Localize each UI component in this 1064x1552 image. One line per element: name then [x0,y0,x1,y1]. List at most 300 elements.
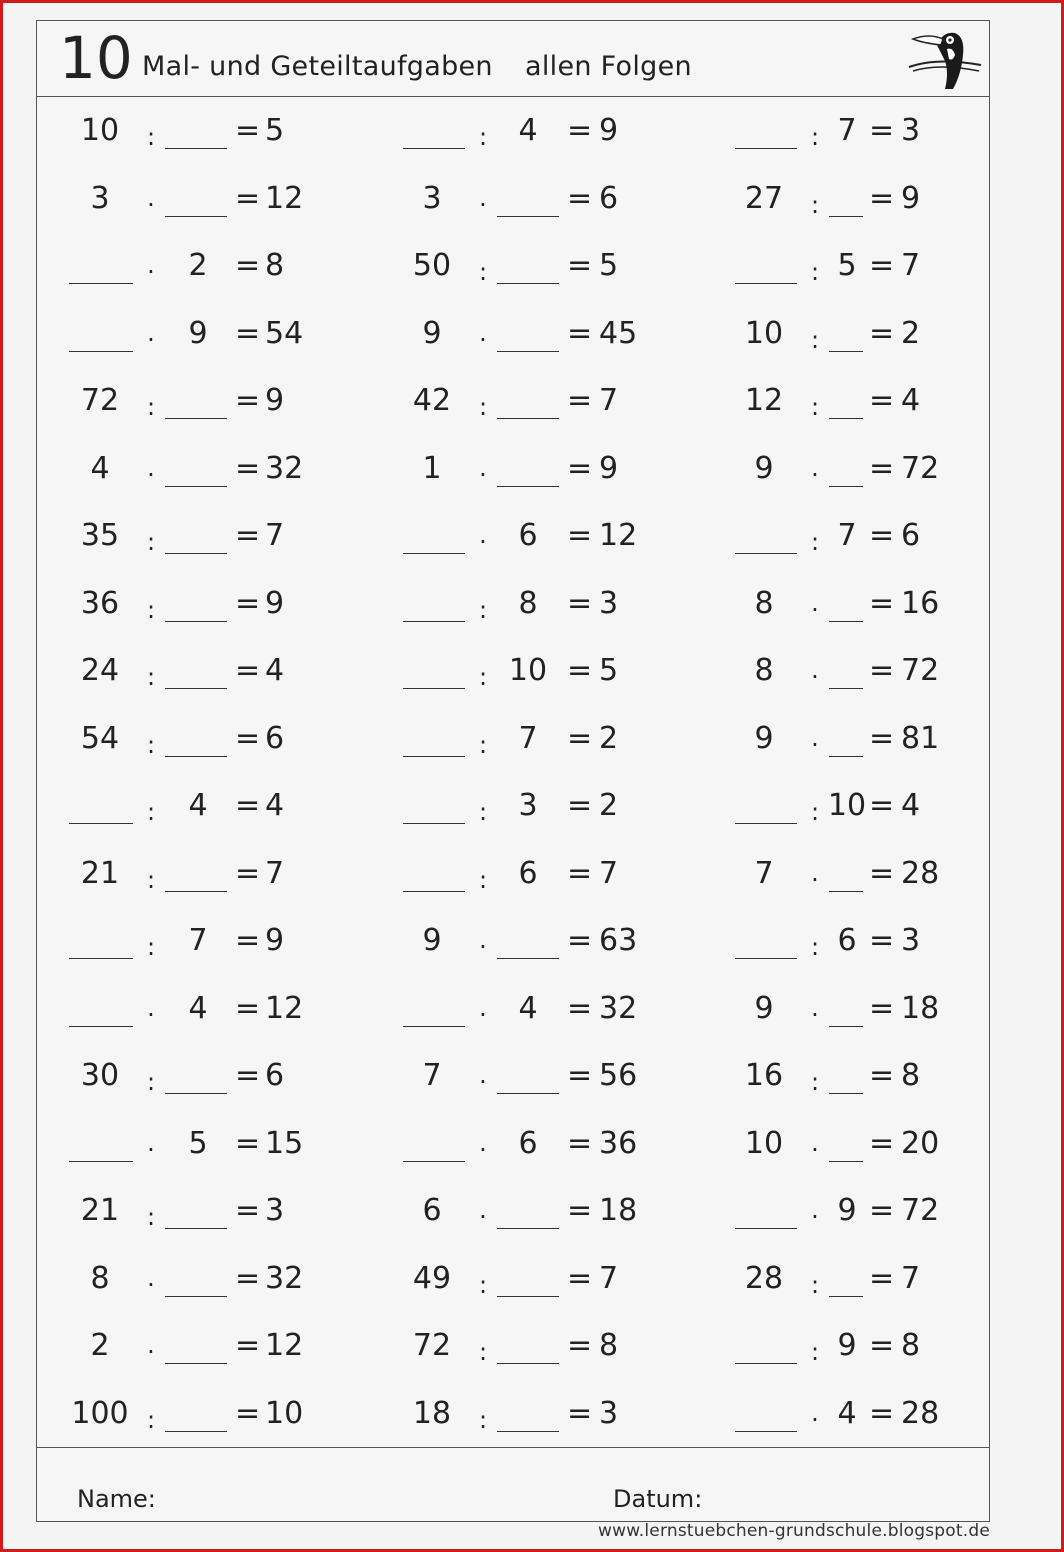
equals-sign: = [235,855,261,891]
operand-a: 35 [80,518,120,553]
operator: : [478,798,488,826]
operator: : [810,1068,820,1096]
answer-blank[interactable] [735,958,797,959]
operator: · [479,460,487,489]
equals-sign: = [235,180,261,216]
result: 8 [265,248,285,283]
exercise [37,367,989,434]
result: 7 [599,383,619,418]
result: 2 [901,315,921,351]
equals-sign: = [869,923,895,958]
answer-blank[interactable] [735,148,797,149]
operand-a: 54 [80,720,120,756]
operator: · [811,663,819,691]
exercise [37,1177,989,1244]
equals-sign: = [567,248,593,283]
operand-a: 24 [80,653,120,688]
result: 4 [265,653,285,688]
operand-b: 4 [188,990,208,1026]
operand-a: 7 [422,1058,442,1093]
equals-sign: = [869,1193,895,1228]
equals-sign: = [869,720,895,756]
operand-b: 6 [837,923,857,958]
operand-b: 2 [188,248,208,283]
equals-sign: = [567,1328,593,1363]
operator: · [811,730,819,759]
equals-sign: = [869,1058,895,1093]
operand-a: 21 [80,855,120,891]
equals-sign: = [235,653,261,688]
operator: : [146,865,156,894]
answer-blank[interactable] [829,418,863,419]
operand-b: 7 [518,720,538,756]
operator: : [146,933,156,961]
operand-b: 4 [188,788,208,823]
answer-blank[interactable] [735,1363,797,1364]
operator: · [811,460,819,489]
operand-a: 42 [412,383,452,418]
operator: : [810,933,820,961]
operator: · [147,190,155,219]
answer-blank[interactable] [735,823,797,824]
operator: · [147,1270,155,1299]
answer-blank[interactable] [829,216,863,217]
operand-a: 30 [80,1058,120,1093]
equals-sign: = [567,855,593,891]
operand-a: 72 [80,383,120,418]
operand-a: 36 [80,585,120,621]
operand-b: 6 [518,518,538,553]
equals-sign: = [869,653,895,688]
equals-sign: = [869,1395,895,1431]
result: 9 [599,113,619,148]
equals-sign: = [567,383,593,418]
exercise [37,1110,989,1177]
exercise [37,1042,989,1109]
equals-sign: = [235,585,261,621]
equals-sign: = [567,1395,593,1431]
equals-sign: = [235,518,261,553]
operator: · [147,258,155,286]
operand-a: 28 [744,1260,784,1296]
exercise-row [37,1110,989,1177]
result: 3 [599,585,619,621]
equals-sign: = [567,585,593,621]
equals-sign: = [567,720,593,756]
result: 7 [901,248,921,283]
operand-a: 10 [744,315,784,351]
answer-blank[interactable] [735,283,797,284]
equals-sign: = [869,585,895,621]
result: 7 [265,518,285,553]
operator: : [478,865,488,894]
result: 3 [265,1193,285,1228]
operator: : [146,730,156,759]
answer-blank[interactable] [829,688,863,689]
operator: : [810,528,820,556]
exercise-row [37,1042,989,1109]
operator: : [478,1405,488,1434]
operator: · [479,1203,487,1231]
operand-a: 16 [744,1058,784,1093]
operator: · [479,325,487,354]
result: 2 [599,720,619,756]
answer-blank[interactable] [829,756,863,757]
operand-b: 7 [837,518,857,553]
exercise [37,1312,989,1379]
result: 81 [901,720,940,756]
operand-a: 100 [71,1395,129,1431]
exercise-row [37,97,989,164]
operator: : [146,1068,156,1096]
result: 12 [599,518,638,553]
exercise-row [37,705,989,772]
result: 54 [265,315,304,351]
operator: : [810,393,820,421]
result: 10 [265,1395,304,1431]
operator: : [146,595,156,624]
exercise-row [37,1312,989,1379]
operator: : [146,1203,156,1231]
equals-sign: = [567,450,593,486]
exercise [37,840,989,907]
operand-b: 9 [837,1328,857,1363]
operand-a: 9 [754,450,774,486]
exercise [37,435,989,502]
operand-a: 21 [80,1193,120,1228]
result: 12 [265,1328,304,1363]
operand-b: 3 [518,788,538,823]
operator: : [478,1338,488,1366]
exercise-row [37,1177,989,1244]
operand-a: 50 [412,248,452,283]
worksheet-footer [37,1447,989,1524]
exercise-row [37,367,989,434]
operator: : [810,798,820,826]
operand-a: 9 [422,315,442,351]
exercise-row [37,232,989,299]
operator: · [811,1405,819,1434]
answer-blank[interactable] [829,1161,863,1162]
answer-blank[interactable] [735,1431,797,1432]
result: 7 [901,1260,921,1296]
operand-b: 9 [837,1193,857,1228]
operator: · [147,325,155,354]
equals-sign: = [869,315,895,351]
operand-a: 7 [754,855,774,891]
exercise-row [37,907,989,974]
equals-sign: = [869,990,895,1026]
toucan-icon [907,25,983,93]
answer-blank[interactable] [829,1093,863,1094]
exercise-row [37,435,989,502]
exercise [37,232,989,299]
operator: · [479,1000,487,1029]
result: 2 [599,788,619,823]
exercise [37,705,989,772]
equals-sign: = [235,1328,261,1363]
equals-sign: = [235,315,261,351]
worksheet-subtitle: allen Folgen [525,51,692,82]
answer-blank[interactable] [829,891,863,892]
operand-a: 8 [754,585,774,621]
answer-blank[interactable] [829,621,863,622]
result: 3 [901,113,921,148]
equals-sign: = [235,383,261,418]
operator: : [146,123,156,151]
result: 4 [265,788,285,823]
exercise [37,97,989,164]
result: 32 [599,990,638,1026]
exercise [37,1245,989,1312]
operator: : [478,730,488,759]
date-label: Datum: [613,1485,703,1513]
result: 7 [599,855,619,891]
operator: · [479,1135,487,1164]
exercise [37,772,989,839]
result: 72 [901,1193,940,1228]
result: 8 [901,1058,921,1093]
answer-blank[interactable] [829,1296,863,1297]
operand-b: 4 [837,1395,857,1431]
answer-blank[interactable] [829,351,863,352]
result: 7 [599,1260,619,1296]
operand-b: 6 [518,855,538,891]
equals-sign: = [869,855,895,891]
equals-sign: = [869,248,895,283]
result: 12 [265,990,304,1026]
operator: : [810,1270,820,1299]
result: 72 [901,653,940,688]
equals-sign: = [567,1125,593,1161]
equals-sign: = [235,788,261,823]
operator: · [811,1000,819,1029]
equals-sign: = [235,248,261,283]
source-url: www.lernstuebchen-grundschule.blogspot.de [598,1521,990,1541]
operator: : [810,258,820,286]
result: 4 [901,788,921,823]
operator: · [811,1203,819,1231]
equals-sign: = [869,1328,895,1363]
operator: : [146,798,156,826]
equals-sign: = [567,1193,593,1228]
exercise-row [37,772,989,839]
operator: : [478,595,488,624]
operand-b: 5 [837,248,857,283]
result: 3 [599,1395,619,1431]
operand-b: 9 [188,315,208,351]
operator: : [478,123,488,151]
exercise-row [37,502,989,569]
result: 9 [901,180,921,216]
answer-blank[interactable] [829,486,863,487]
exercise [37,1380,989,1447]
result: 20 [901,1125,940,1161]
result: 9 [265,923,285,958]
result: 63 [599,923,638,958]
exercise [37,907,989,974]
equals-sign: = [567,180,593,216]
operand-a: 49 [412,1260,452,1296]
answer-blank[interactable] [735,553,797,554]
answer-blank[interactable] [735,1228,797,1229]
equals-sign: = [235,450,261,486]
equals-sign: = [567,923,593,958]
operator: : [810,123,820,151]
operand-a: 9 [754,990,774,1026]
result: 56 [599,1058,638,1093]
equals-sign: = [869,383,895,418]
equals-sign: = [869,518,895,553]
operand-a: 27 [744,180,784,216]
result: 16 [901,585,940,621]
equals-sign: = [235,923,261,958]
result: 6 [265,720,285,756]
operand-a: 9 [422,923,442,958]
result: 45 [599,315,638,351]
result: 36 [599,1125,638,1161]
operator: · [811,865,819,894]
operator: · [147,1000,155,1029]
equals-sign: = [567,315,593,351]
worksheet-number: 10 [59,24,133,92]
exercise-row [37,840,989,907]
operator: : [810,325,820,354]
equals-sign: = [235,113,261,148]
operator: : [810,190,820,219]
exercise [37,637,989,704]
operand-b: 7 [837,113,857,148]
operator: : [146,1405,156,1434]
answer-blank[interactable] [829,1026,863,1027]
result: 18 [599,1193,638,1228]
exercise [37,300,989,367]
equals-sign: = [235,1125,261,1161]
operator: · [147,460,155,489]
result: 72 [901,450,940,486]
result: 3 [901,923,921,958]
exercise-row [37,1380,989,1447]
operator: · [479,933,487,961]
equals-sign: = [869,180,895,216]
result: 4 [901,383,921,418]
operand-a: 10 [80,113,120,148]
operand-b: 5 [188,1125,208,1161]
operator: · [479,190,487,219]
operator: · [811,595,819,624]
result: 5 [265,113,285,148]
name-label: Name: [77,1485,156,1513]
operator: : [146,663,156,691]
exercise-row [37,637,989,704]
operand-b: 6 [518,1125,538,1161]
operator: : [478,663,488,691]
equals-sign: = [235,1193,261,1228]
operand-a: 3 [422,180,442,216]
equals-sign: = [235,1260,261,1296]
operator: · [479,1068,487,1096]
result: 7 [265,855,285,891]
equals-sign: = [567,518,593,553]
exercise-row [37,1245,989,1312]
result: 5 [599,653,619,688]
operand-a: 9 [754,720,774,756]
equals-sign: = [567,113,593,148]
result: 28 [901,855,940,891]
result: 6 [265,1058,285,1093]
operator: · [811,1135,819,1164]
operand-a: 4 [90,450,110,486]
result: 5 [599,248,619,283]
operator: · [147,1338,155,1366]
exercise [37,570,989,637]
equals-sign: = [567,653,593,688]
worksheet-title: Mal- und Geteiltaufgaben [142,51,493,82]
result: 6 [599,180,619,216]
equals-sign: = [235,720,261,756]
operator: : [146,528,156,556]
exercise-grid [37,97,989,1447]
operand-a: 72 [412,1328,452,1363]
operand-a: 8 [90,1260,110,1296]
operator: : [478,393,488,421]
operator: : [478,1270,488,1299]
operator: · [147,1135,155,1164]
operand-b: 4 [518,113,538,148]
equals-sign: = [869,1125,895,1161]
equals-sign: = [567,990,593,1026]
equals-sign: = [869,450,895,486]
operand-a: 2 [90,1328,110,1363]
exercise-row [37,165,989,232]
operator: · [479,528,487,556]
result: 9 [265,383,285,418]
equals-sign: = [235,990,261,1026]
operator: : [146,393,156,421]
result: 12 [265,180,304,216]
result: 8 [599,1328,619,1363]
result: 9 [265,585,285,621]
equals-sign: = [567,1260,593,1296]
exercise [37,165,989,232]
result: 28 [901,1395,940,1431]
equals-sign: = [869,1260,895,1296]
operand-a: 1 [422,450,442,486]
operand-a: 12 [744,383,784,418]
result: 6 [901,518,921,553]
exercise [37,502,989,569]
operand-a: 18 [412,1395,452,1431]
operand-a: 10 [744,1125,784,1161]
equals-sign: = [235,1058,261,1093]
operand-a: 6 [422,1193,442,1228]
result: 8 [901,1328,921,1363]
operator: : [810,1338,820,1366]
operand-b: 10 [508,653,548,688]
operand-b: 4 [518,990,538,1026]
worksheet-header [37,21,989,97]
equals-sign: = [869,113,895,148]
operand-b: 8 [518,585,538,621]
exercise-row [37,300,989,367]
result: 9 [599,450,619,486]
operand-a: 8 [754,653,774,688]
result: 15 [265,1125,304,1161]
result: 32 [265,1260,304,1296]
exercise-row [37,570,989,637]
operator: : [478,258,488,286]
operand-b: 7 [188,923,208,958]
